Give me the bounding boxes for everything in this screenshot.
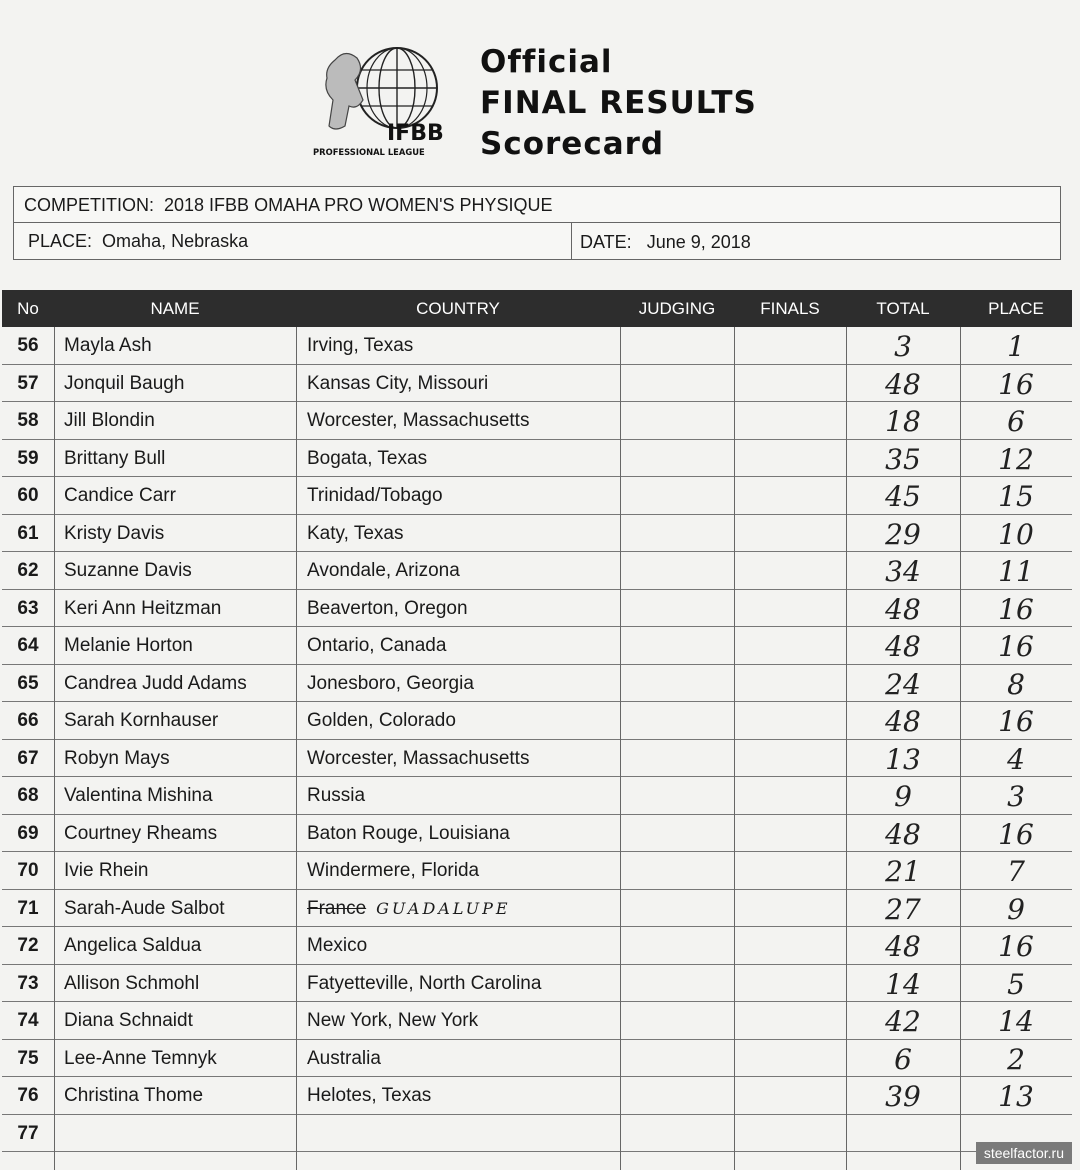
final-place: 16 (998, 930, 1034, 963)
competitor-name: Courtney Rheams (64, 822, 218, 844)
total-score: 18 (885, 405, 921, 438)
place-value: Omaha, Nebraska (102, 231, 249, 251)
competitor-country: Worcester, Massachusetts (307, 410, 530, 431)
competitor-country: Trinidad/Tobago (307, 485, 443, 506)
total-score: 45 (885, 480, 921, 513)
final-place: 8 (1007, 667, 1025, 701)
column-divider (54, 327, 55, 1170)
competitor-name: Melanie Horton (64, 635, 193, 656)
table-row (2, 665, 1072, 703)
table-row (2, 815, 1072, 853)
struck-country: France (307, 897, 367, 919)
competitor-name: Mayla Ash (64, 335, 152, 356)
row-number: 70 (17, 860, 39, 881)
competitor-name: Angelica Saldua (64, 935, 202, 956)
table-row (2, 515, 1072, 553)
competitor-name: Jonquil Baugh (64, 372, 185, 394)
final-place: 5 (1007, 967, 1025, 1001)
date-field (580, 223, 751, 259)
competitor-country: New York, New York (307, 1010, 479, 1031)
competition-label: COMPETITION: (24, 195, 154, 215)
header-country: COUNTRY (416, 299, 500, 318)
row-number: 62 (17, 560, 39, 581)
table-row (2, 402, 1072, 440)
table-row (2, 590, 1072, 628)
final-place: 12 (998, 442, 1034, 476)
info-divider (571, 223, 572, 259)
header-finals: FINALS (760, 299, 820, 318)
competitor-country: Mexico (307, 935, 368, 956)
total-score: 3 (894, 330, 912, 363)
total-score: 9 (894, 780, 912, 813)
date-value: June 9, 2018 (646, 232, 751, 252)
row-number: 73 (17, 972, 39, 994)
handwritten-country: GUADALUPE (376, 898, 511, 918)
date-label: DATE: (580, 232, 632, 252)
ifbb-logo (305, 40, 475, 158)
competitor-country: Jonesboro, Georgia (307, 672, 474, 694)
final-place: 16 (998, 592, 1034, 626)
row-number: 58 (17, 410, 39, 431)
final-place: 7 (1007, 855, 1025, 888)
competition-row (14, 187, 1060, 223)
competitor-country: Australia (307, 1047, 381, 1069)
competitor-country: Russia (307, 785, 366, 806)
header-judging: JUDGING (638, 299, 716, 318)
total-score: 29 (885, 517, 921, 551)
competitor-country: Helotes, Texas (307, 1085, 432, 1106)
total-score: 27 (885, 892, 921, 926)
competitor-name: Suzanne Davis (64, 560, 192, 581)
title-line-final-results: FINAL RESULTS (480, 85, 757, 121)
row-number: 71 (17, 897, 39, 919)
competitor-name: Kristy Davis (64, 522, 165, 544)
header-name: NAME (150, 299, 200, 318)
total-score: 34 (885, 555, 921, 588)
row-number: 74 (17, 1010, 39, 1031)
table-row (2, 702, 1072, 740)
row-number: 60 (17, 485, 39, 506)
row-number: 72 (17, 935, 39, 956)
table-row (2, 740, 1072, 778)
watermark: steelfactor.ru (976, 1142, 1072, 1164)
logo-text-sub: PROFESSIONAL LEAGUE (313, 147, 425, 157)
competitor-name: Christina Thome (64, 1085, 204, 1106)
table-row (2, 965, 1072, 1003)
row-number: 68 (17, 785, 39, 806)
title-line-official: Official (480, 44, 613, 80)
total-score (846, 1115, 960, 1152)
row-number: 64 (17, 635, 39, 656)
table-row (2, 1115, 1072, 1153)
competitor-name: Allison Schmohl (64, 972, 200, 994)
total-score: 35 (885, 442, 921, 476)
place-label: PLACE: (28, 231, 93, 251)
competitor-country: Worcester, Massachusetts (307, 747, 530, 769)
total-score: 6 (894, 1042, 912, 1076)
logo-text-main: IFBB (387, 121, 444, 146)
final-place: 4 (1007, 742, 1025, 776)
table-row (2, 327, 1072, 365)
competitor-name (64, 1115, 294, 1152)
competitor-name: Robyn Mays (64, 747, 170, 769)
competitor-country: Ontario, Canada (307, 635, 447, 656)
row-number: 63 (17, 597, 39, 619)
competitor-country: Windermere, Florida (307, 860, 480, 881)
column-divider (620, 327, 621, 1170)
final-place: 6 (1007, 405, 1025, 438)
place-date-row (14, 223, 1060, 259)
final-place: 10 (998, 517, 1034, 551)
total-score: 13 (885, 742, 921, 776)
row-number: 66 (17, 710, 39, 731)
total-score: 48 (885, 817, 921, 851)
competitor-country: Bogata, Texas (307, 447, 428, 469)
total-score: 39 (885, 1080, 921, 1113)
table-row (2, 927, 1072, 965)
table-row (2, 1002, 1072, 1040)
header-place: PLACE (988, 299, 1044, 318)
competitor-name: Valentina Mishina (64, 785, 213, 806)
competitor-name: Candrea Judd Adams (64, 672, 247, 694)
total-score: 14 (885, 967, 921, 1001)
column-divider (296, 327, 297, 1170)
column-divider (846, 327, 847, 1170)
header-no: No (17, 299, 39, 318)
row-number: 69 (17, 822, 39, 844)
final-place: 1 (1007, 330, 1025, 363)
row-number: 67 (17, 747, 39, 769)
scorecard-header (300, 40, 820, 165)
competitor-name: Candice Carr (64, 485, 176, 506)
header-total: TOTAL (876, 299, 930, 318)
competition-value: 2018 IFBB OMAHA PRO WOMEN'S PHYSIQUE (164, 195, 553, 215)
total-score: 48 (885, 367, 921, 401)
competitor-name: Jill Blondin (64, 410, 155, 431)
table-row (2, 852, 1072, 890)
competitor-name: Ivie Rhein (64, 860, 149, 881)
competitor-name: Sarah Kornhauser (64, 710, 219, 731)
row-number: 56 (17, 335, 39, 356)
competitor-name: Brittany Bull (64, 447, 166, 469)
place-field (28, 223, 248, 259)
row-number: 65 (17, 672, 39, 694)
final-place: 14 (998, 1005, 1034, 1038)
competitor-country: Katy, Texas (307, 522, 404, 544)
competitor-country: Kansas City, Missouri (307, 372, 489, 394)
row-number: 59 (17, 447, 39, 469)
table-row (2, 365, 1072, 403)
competitor-country (307, 890, 617, 927)
row-number: 57 (17, 372, 39, 394)
scorecard-title (480, 42, 757, 165)
total-score: 24 (885, 667, 921, 701)
final-place: 16 (998, 705, 1034, 738)
competitor-name: Keri Ann Heitzman (64, 597, 222, 619)
final-place: 16 (998, 817, 1034, 851)
table-row (2, 627, 1072, 665)
row-number: 76 (17, 1085, 39, 1106)
competitor-country: Fatyetteville, North Carolina (307, 972, 542, 994)
results-table (2, 290, 1072, 1170)
competition-info-box (13, 186, 1061, 260)
final-place: 9 (1007, 892, 1025, 926)
row-number: 61 (17, 522, 39, 544)
competition-field (24, 187, 553, 222)
competitor-country: Irving, Texas (307, 335, 414, 356)
row-number: 77 (17, 1122, 39, 1144)
column-divider (960, 327, 961, 1170)
table-row (2, 1077, 1072, 1115)
competitor-name: Diana Schnaidt (64, 1010, 193, 1031)
final-place: 16 (998, 630, 1034, 663)
total-score: 48 (885, 705, 921, 738)
competitor-country: Baton Rouge, Louisiana (307, 822, 510, 844)
row-number: 75 (17, 1047, 39, 1069)
table-row (2, 477, 1072, 515)
final-place: 11 (998, 555, 1034, 588)
competitor-country: Beaverton, Oregon (307, 597, 468, 619)
competitor-country (307, 1115, 617, 1152)
title-line-scorecard: Scorecard (480, 126, 665, 162)
table-row (2, 1040, 1072, 1078)
final-place: 15 (998, 480, 1034, 513)
total-score: 48 (885, 630, 921, 663)
total-score: 48 (885, 592, 921, 626)
final-place: 16 (998, 367, 1034, 401)
competitor-country: Golden, Colorado (307, 710, 456, 731)
total-score: 48 (885, 930, 921, 963)
total-score: 21 (885, 855, 921, 888)
table-row (2, 440, 1072, 478)
final-place: 13 (998, 1080, 1034, 1113)
column-divider (734, 327, 735, 1170)
table-row (2, 890, 1072, 928)
table-row (2, 777, 1072, 815)
table-header (2, 290, 1072, 327)
competitor-name: Sarah-Aude Salbot (64, 897, 225, 919)
table-row (2, 552, 1072, 590)
final-place: 3 (1007, 780, 1025, 813)
competitor-country: Avondale, Arizona (307, 560, 460, 581)
competitor-name: Lee-Anne Temnyk (64, 1047, 217, 1069)
total-score: 42 (885, 1005, 921, 1038)
final-place: 2 (1007, 1042, 1025, 1076)
